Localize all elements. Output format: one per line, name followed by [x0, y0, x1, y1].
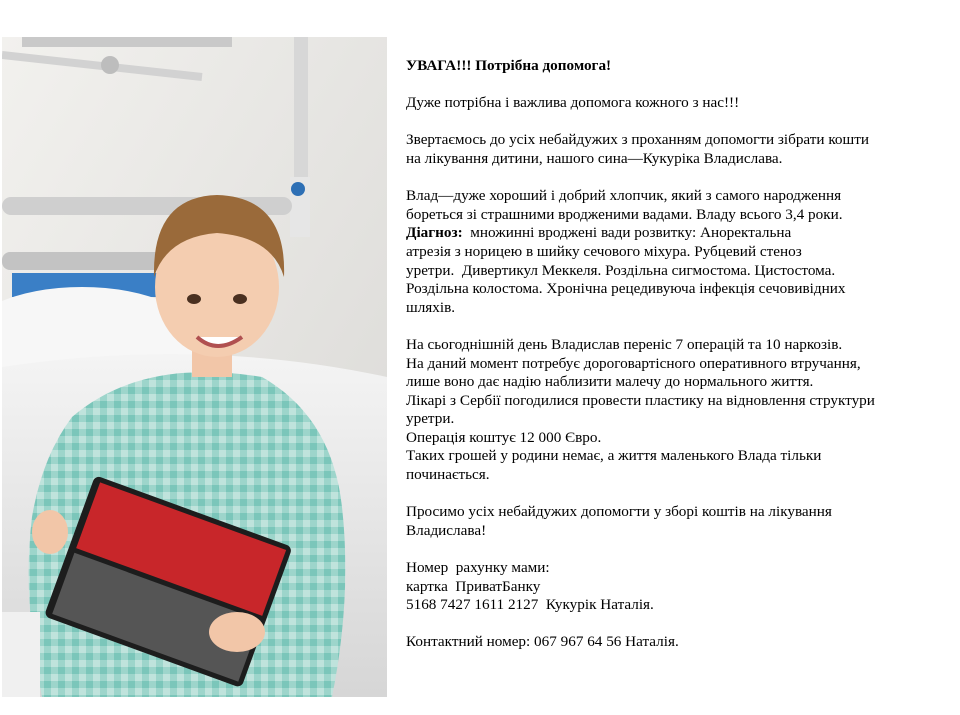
- current-line: На сьогоднішній день Владислав переніс 7 операцій та 10 наркозів.: [406, 335, 843, 353]
- story-line: Влад—дуже хороший і добрий хлопчик, який з самого народження: [406, 187, 842, 205]
- cost-line: Операція коштує 12 000 Євро.: [406, 428, 602, 446]
- photo-illustration: [2, 37, 387, 697]
- diagnosis-line: [406, 224, 954, 243]
- current-line: Лікарі з Сербії погодилися провести пластику на відновлення структури: [406, 391, 875, 409]
- card-number: 5168 7427 1611 2127 Кукурік Наталія.: [406, 596, 654, 614]
- current-line: починається.: [406, 466, 490, 484]
- appeal-text: [406, 57, 954, 652]
- diagnosis-line: атрезія з норицею в шийку сечового міхура. Рубцевий стеноз: [406, 242, 802, 260]
- diagnosis-line: шляхів.: [406, 298, 456, 316]
- appeal-line: на лікування дитини, нашого сина—Кукуріка Владислава.: [406, 149, 783, 167]
- current-line: уретри.: [406, 410, 455, 428]
- intro-line: Дуже потрібна і важлива допомога кожного з нас!!!: [406, 94, 740, 112]
- story-line: бореться зі страшними вродженими вадами. Владу всього 3,4 роки.: [406, 205, 843, 223]
- diagnosis-text: множинні вроджені вади розвитку: Аноректальна: [462, 224, 792, 242]
- current-line: На даний момент потребує дороговартісного оперативного втручання,: [406, 354, 861, 372]
- diagnosis-line: уретри. Дивертикул Меккеля. Роздільна сигмостома. Цистостома.: [406, 261, 836, 279]
- contact-line: Контактний номер: 067 967 64 56 Наталія.: [406, 633, 679, 651]
- request-line: Владислава!: [406, 521, 487, 539]
- request-line: Просимо усіх небайдужих допомогти у зборі коштів на лікування: [406, 503, 832, 521]
- account-line: картка ПриватБанку: [406, 577, 541, 595]
- heading: УВАГА!!! Потрібна допомога!: [406, 57, 612, 74]
- child-photo: [2, 37, 387, 697]
- current-line: Таких грошей у родини немає, а життя маленького Влада тільки: [406, 447, 822, 465]
- current-line: лише воно дає надію наблизити малечу до нормального життя.: [406, 373, 814, 391]
- diagnosis-line: Роздільна колостома. Хронічна рецедивуюча інфекція сечовивідних: [406, 280, 846, 298]
- account-line: Номер рахунку мами:: [406, 559, 550, 577]
- diagnosis-label: Діагноз:: [406, 224, 463, 242]
- appeal-line: Звертаємось до усіх небайдужих з проханням допомогти зібрати кошти: [406, 131, 869, 149]
